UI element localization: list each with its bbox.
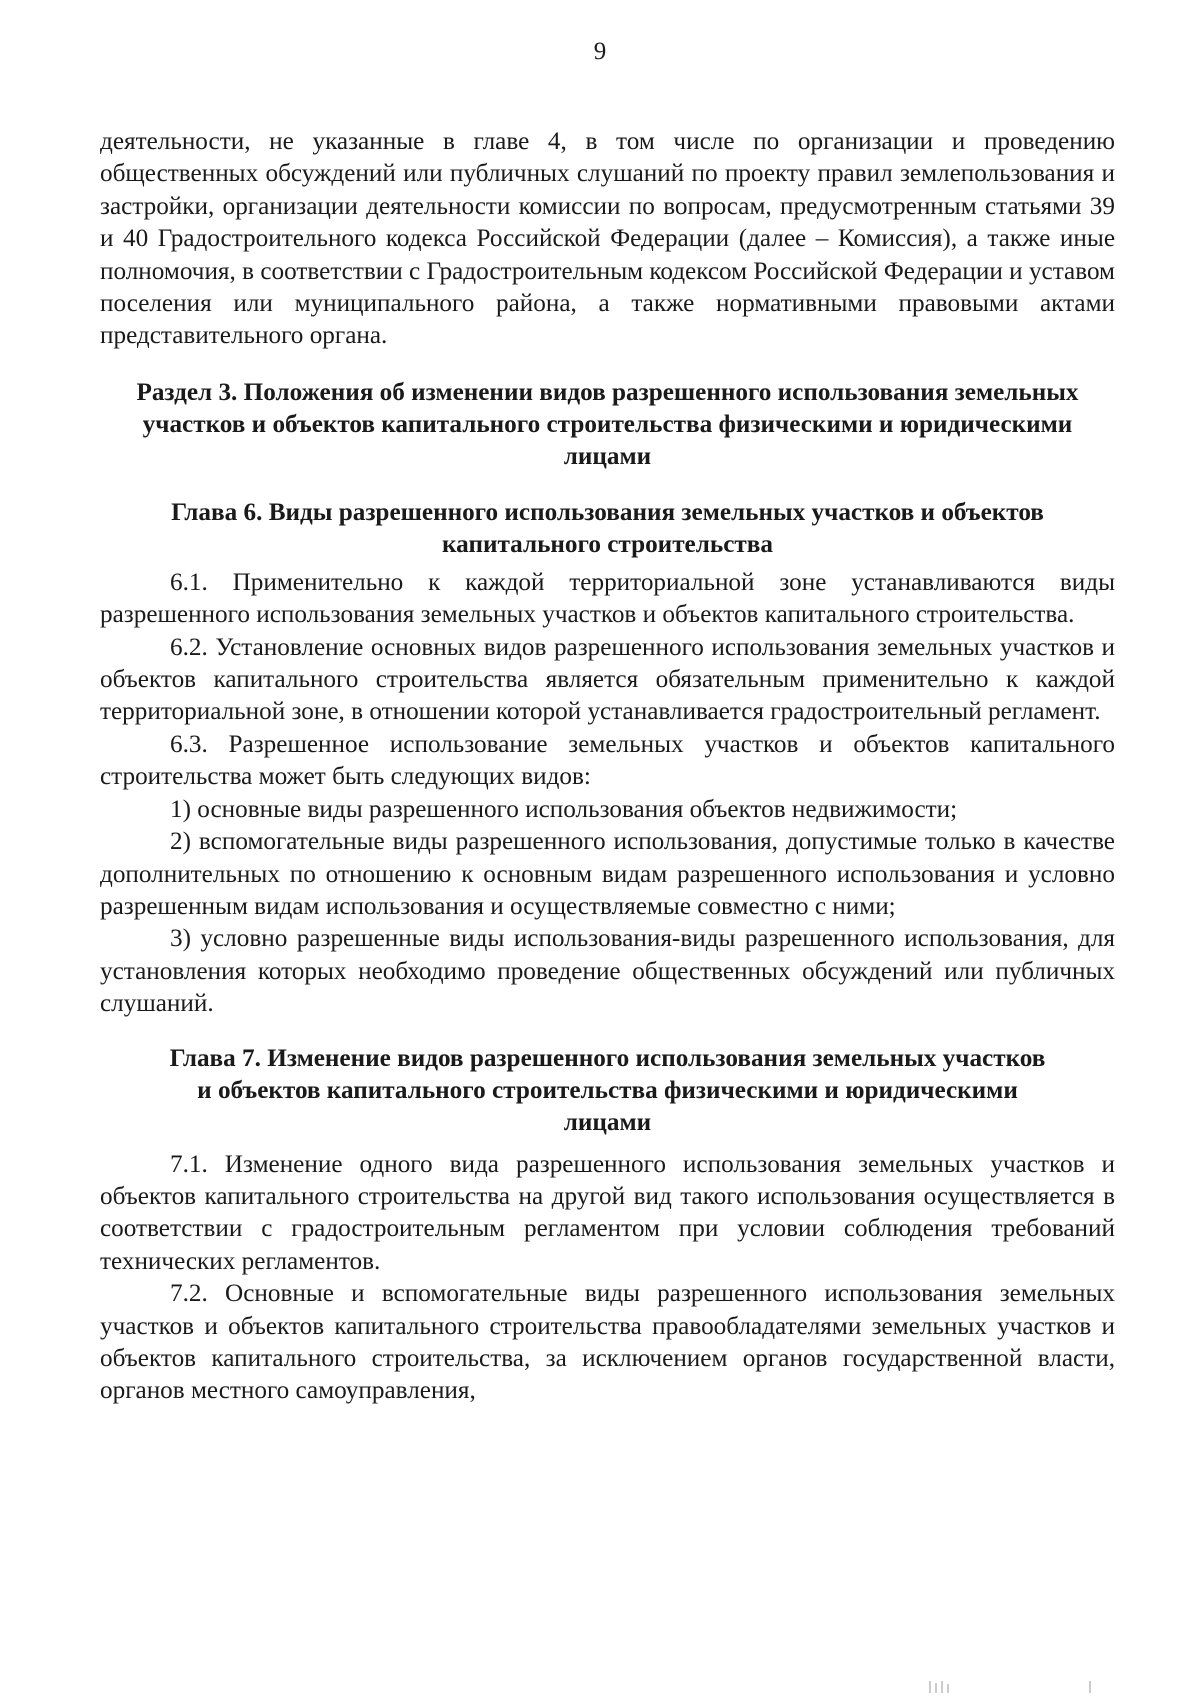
scan-edge-marks bbox=[920, 1681, 1100, 1693]
section-3-heading: Раздел 3. Положения об изменении видов разрешенного использования земельных участков и объектов капитального строительства физическими и юридическими лицами bbox=[136, 378, 1079, 470]
paragraph-7-1: 7.1. Изменение одного вида разрешенного использования земельных участков и объектов капитального строительства на другой вид такого использования осуществляется в соответствии с градостроительным регламентом при условии соблюдения требований технических регламентов. bbox=[100, 1150, 1115, 1275]
intro-paragraph: деятельности, не указанные в главе 4, в том числе по организации и проведению общественных обсуждений или публичных слушаний по проекту правил землепользования и застройки, организации деятельности комиссии по вопросам, предусмотренным статьями 39 и 40 Градостроительного кодекса Российской Федерации (далее – Комиссия), а также иные полномочия, в соответствии с Градостроительным кодексом Российской Федерации и уставом поселения или муниципального района, а также нормативными правовыми актами представительного органа. bbox=[100, 128, 1115, 350]
chapter-7-heading: Глава 7. Изменение видов разрешенного использования земельных участков и объектов капитального строительства физическими и юридическими лицами bbox=[169, 1044, 1046, 1136]
paragraph-6-2: 6.2. Установление основных видов разрешенного использования земельных участков и объектов капитального строительства является обязательным применительно к каждой территориальной зоне, в отношении которой устанавливается градостроительный регламент. bbox=[100, 633, 1115, 726]
paragraph-6-1: 6.1. Применительно к каждой территориальной зоне устанавливаются виды разрешенного использования земельных участков и объектов капитального строительства. bbox=[100, 568, 1115, 629]
list-item-2: 2) вспомогательные виды разрешенного использования, допустимые только в качестве дополнительных по отношению к основным видам разрешенного использования и условно разрешенным видам использования и осуществляемые совместно с ними; bbox=[100, 828, 1115, 920]
paragraph-6-3: 6.3. Разрешенное использование земельных участков и объектов капитального строительства может быть следующих видов: bbox=[100, 730, 1115, 791]
page-number: 9 bbox=[593, 38, 607, 65]
list-item-3: 3) условно разрешенные виды использования-виды разрешенного использования, для установления которых необходимо проведение общественных обсуждений или публичных слушаний. bbox=[100, 925, 1115, 1018]
list-item-1: 1) основные виды разрешенного использования объектов недвижимости; bbox=[170, 795, 958, 823]
document-body bbox=[100, 126, 1115, 1408]
chapter-6-heading: Глава 6. Виды разрешенного использования земельных участков и объектов капитального строительства bbox=[171, 498, 1044, 558]
paragraph-7-2: 7.2. Основные и вспомогательные виды разрешенного использования земельных участков и объектов капитального строительства правообладателями земельных участков и объектов капитального строительства, за исключением органов государственной власти, органов местного самоуправления, bbox=[100, 1280, 1115, 1405]
